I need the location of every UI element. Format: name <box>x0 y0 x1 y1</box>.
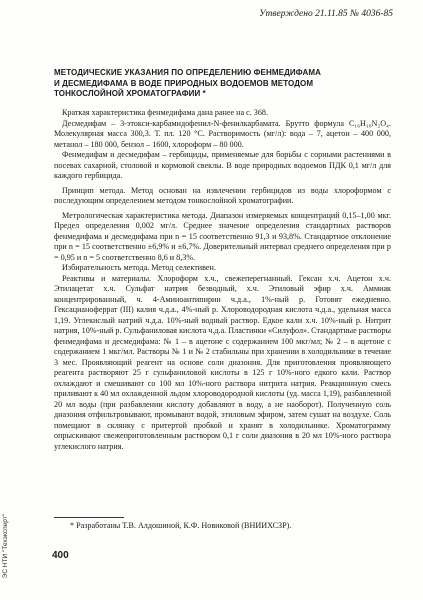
paragraph-selectivity: Избирательность метода. Метод селективен. <box>62 263 216 272</box>
document-body <box>54 108 391 452</box>
paragraph-brief-characteristic: Краткая характеристика фенмедифама дана ранее на с. 368. <box>62 108 269 117</box>
title-line: ТОНКОСЛОЙНОЙ ХРОМАТОГРАФИИ * <box>54 89 206 98</box>
paragraph-reagents: Реактивы и материалы. Хлороформ х.ч., свежеперегнанный. Гексан х.ч. Ацетон х.ч. Этилацетат х.ч. Сульфат натрия безводный, х.ч. Этиловый эфир х.ч. Аммиак концентрированный, ч. 4-Аминоантипирин ч.д.а., 1%-ный р. Готовят ежедневно. Гексацианоферрат (III) калия ч.д.а., 4%-ный р. Хлороводородная кислота ч.д.а., удельная масса 1,19. Углекислый натрий ч.д.а. 10%-ный водный раствор. Едкое кали х.ч. 10%-ный р. Нитрит натрия, 10%-ный р. Сульфаниловая кислота ч.д.а. Пластинки «Силуфол». Стандартные растворы фенмедифама и десмедифама: № 1 – в ацетоне с содержанием 100 мкг/мл; № 2 – в ацетоне с содержанием 1 мкг/мл. Растворы № 1 и № 2 стабильны при хранении в холодильнике в течение 3 мес. Проявляющий реагент на основе соли диазония. Для приготовления проявляющего реагента растворяют 25 г сульфаниловой кислоты в 125 г 10%-ного едкого кали. Раствор охлаждают и смешивают со 100 мл 10%-ного раствора нитрита натрия. Реакционную смесь приливают к 40 мл охлажденной льдом хлороводородной кислоты (уд. масса 1,19), разбавленной 20 мл воды (при разбавлении кислоту добавляют в воду, а не наоборот). Полученную соль диазония отфильтровывают, промывают водой, этиловым эфиром, затем сушат на воздухе. Соль помещают в склянку с притертой пробкой и хранят в холодильнике. Хроматограмму опрыскивают свежеприготовленным раствором 0,1 г соли диазония в 20 мл 10%-ного раствора углекислого натрия. <box>54 273 391 451</box>
paragraph-metrology: Метрологическая характеристика метода. Диапазон измеряемых концентраций 0,15–1,00 мкг. Предел определения 0,002 мг/л. Среднее значение определения стандартных растворов фенмедифама и десмедифама при n = 15 соответственно 91,3 и 93,8%. Стандартное отклонение при n = 15 соответственно ±6,9% и ±6,7%. Доверительный интервал среднего определения при p = 0,95 и n = 5 соответственно 8,6 и 8,3%. <box>54 210 391 262</box>
side-watermark: ЭС НТИ "Техэксперт" <box>2 513 9 578</box>
document-title <box>54 68 384 100</box>
footnote-divider <box>54 517 124 518</box>
approval-line: Утверждено 21.11.85 № 4036-85 <box>259 9 393 19</box>
paragraph-method-principle: Принцип метода. Метод основан на извлечении гербицидов из воды хлороформом с последующим определением методом тонкослойной хроматографии. <box>54 185 391 205</box>
paragraph-herbicides: Фенмедифам и десмедифам – гербициды, применяемые для борьбы с сорными растениями в посевах сахарной, столовой и кормовой свеклы. В воде природных водоемов ПДК 0,1 мг/л для каждого гербицида. <box>54 150 391 180</box>
title-line: МЕТОДИЧЕСКИЕ УКАЗАНИЯ ПО ОПРЕДЕЛЕНИЮ ФЕНМЕДИФАМА <box>54 68 321 77</box>
page-number: 400 <box>52 550 69 561</box>
paragraph-desmedipham: Десмедифам – 3-этокси-карбамидофенил-N-фенилкарбамата. Брутто формула C₁₆H₁₆N₂O₄. Молекулярная масса 300,3. Т. пл. 120 °С. Растворимость (мг/л): вода – 7, ацетон – 400 000, метанол – 180 000, бензол – 1600, хлороформ – 80 000. <box>54 118 391 149</box>
footnote: * Разработаны Т.В. Алдошиной, К.Ф. Новиковой (ВНИИХСЗР). <box>70 521 292 530</box>
title-line: И ДЕСМЕДИФАМА В ВОДЕ ПРИРОДНЫХ ВОДОЕМОВ МЕТОДОМ <box>54 78 314 88</box>
